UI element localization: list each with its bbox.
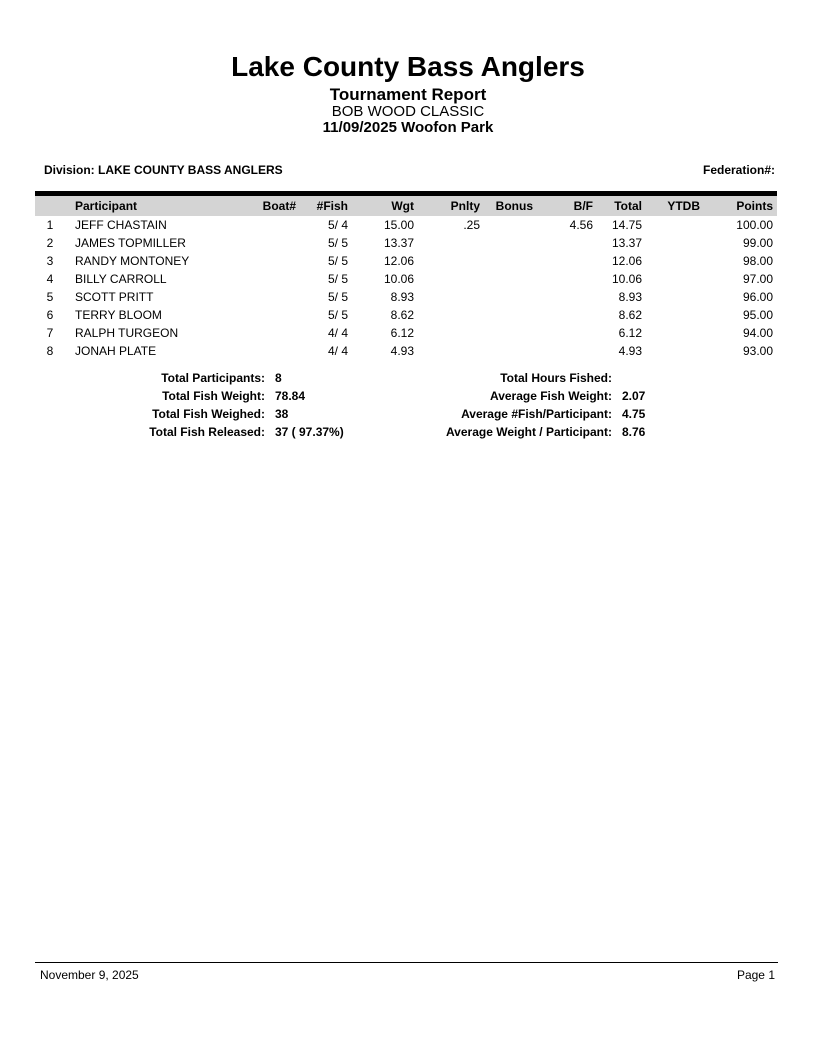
- table-cell: 13.37: [611, 236, 642, 250]
- column-header: Pnlty: [418, 196, 484, 216]
- column-header: Participant: [65, 196, 250, 216]
- summary-left-label: Total Participants:: [161, 371, 265, 385]
- table-cell: [484, 252, 537, 270]
- table-cell: RALPH TURGEON: [75, 326, 179, 340]
- table-cell: [418, 252, 484, 270]
- table-cell: [537, 342, 597, 360]
- summary-right-label: Average #Fish/Participant:: [461, 407, 612, 421]
- table-cell: 93.00: [742, 344, 773, 358]
- table-cell: [418, 342, 484, 360]
- footer-divider: [35, 962, 778, 963]
- results-table-body: [35, 216, 777, 360]
- table-cell: 94.00: [742, 326, 773, 340]
- table-header-row: [35, 196, 777, 216]
- summary-left-value: 78.84: [275, 389, 306, 403]
- summary-right-value: 4.75: [622, 407, 646, 421]
- table-cell: [250, 288, 300, 306]
- table-cell: BILLY CARROLL: [75, 272, 167, 286]
- table-cell: JONAH PLATE: [75, 344, 157, 358]
- table-cell: [537, 252, 597, 270]
- summary-left-value: 38: [275, 407, 289, 421]
- column-header: Boat#: [250, 196, 300, 216]
- table-cell: [646, 324, 704, 342]
- table-cell: 8.62: [618, 308, 642, 322]
- table-cell: 8.62: [390, 308, 414, 322]
- summary-left-value: 8: [275, 371, 282, 385]
- table-cell: 6.12: [618, 326, 642, 340]
- table-row: [35, 288, 777, 306]
- table-cell: [646, 252, 704, 270]
- table-cell: 13.37: [383, 236, 414, 250]
- table-cell: 1: [46, 218, 54, 232]
- event-date-venue: 11/09/2025 Woofon Park: [322, 119, 494, 136]
- table-row: [35, 252, 777, 270]
- column-header: Wgt: [352, 196, 418, 216]
- table-cell: 4/ 4: [327, 344, 348, 358]
- summary-left-label: Total Fish Released:: [149, 425, 265, 439]
- table-cell: 8.93: [618, 290, 642, 304]
- table-cell: TERRY BLOOM: [75, 308, 162, 322]
- table-cell: [537, 306, 597, 324]
- table-cell: 6.12: [390, 326, 414, 340]
- table-cell: 95.00: [742, 308, 773, 322]
- table-cell: 4: [46, 272, 54, 286]
- footer-date: November 9, 2025: [40, 968, 139, 982]
- table-cell: 97.00: [742, 272, 773, 286]
- table-cell: [250, 252, 300, 270]
- table-cell: 12.06: [383, 254, 414, 268]
- table-cell: 4.93: [390, 344, 414, 358]
- table-cell: [646, 306, 704, 324]
- table-cell: [537, 234, 597, 252]
- event-name: BOB WOOD CLASSIC: [331, 103, 485, 120]
- table-cell: 4.56: [569, 218, 593, 232]
- table-cell: [250, 342, 300, 360]
- table-cell: 5/ 5: [327, 290, 348, 304]
- summary-right-value: [612, 372, 762, 385]
- table-cell: 6: [46, 308, 54, 322]
- footer-page-number: Page 1: [736, 968, 775, 982]
- table-cell: [418, 306, 484, 324]
- table-cell: [418, 234, 484, 252]
- table-cell: 15.00: [383, 218, 414, 232]
- table-cell: 99.00: [742, 236, 773, 250]
- column-header: B/F: [537, 196, 597, 216]
- results-table-wrap: [35, 191, 777, 360]
- table-cell: [646, 342, 704, 360]
- table-cell: [484, 342, 537, 360]
- table-cell: 2: [46, 236, 54, 250]
- column-header: Bonus: [484, 196, 537, 216]
- table-cell: 4/ 4: [327, 326, 348, 340]
- table-cell: 5/ 4: [327, 218, 348, 232]
- summary-left-value: 37 ( 97.37%): [275, 425, 344, 439]
- table-cell: [646, 234, 704, 252]
- table-cell: [537, 324, 597, 342]
- table-row: [35, 324, 777, 342]
- table-cell: [537, 270, 597, 288]
- table-cell: 5/ 5: [327, 254, 348, 268]
- table-cell: [250, 216, 300, 234]
- table-cell: RANDY MONTONEY: [75, 254, 190, 268]
- table-cell: [250, 306, 300, 324]
- table-cell: [646, 288, 704, 306]
- table-cell: [484, 216, 537, 234]
- summary-right-label: Average Weight / Participant:: [445, 425, 612, 439]
- table-cell: 5/ 5: [327, 272, 348, 286]
- column-header: YTDB: [646, 196, 704, 216]
- table-cell: [418, 324, 484, 342]
- table-cell: [484, 234, 537, 252]
- table-cell: 8.93: [390, 290, 414, 304]
- column-header: Points: [704, 196, 777, 216]
- column-header: Total: [597, 196, 646, 216]
- report-type: Tournament Report: [329, 85, 487, 104]
- report-header: [0, 0, 816, 136]
- table-row: [35, 270, 777, 288]
- summary-right-label: Average Fish Weight:: [489, 389, 612, 403]
- summary-right-value: 8.76: [622, 425, 646, 439]
- table-row: [35, 342, 777, 360]
- division-row: [44, 163, 775, 177]
- table-cell: JAMES TOPMILLER: [75, 236, 186, 250]
- table-cell: [250, 234, 300, 252]
- table-cell: 14.75: [611, 218, 642, 232]
- page-title: Lake County Bass Anglers: [231, 51, 585, 82]
- table-row: [35, 306, 777, 324]
- table-cell: 100.00: [736, 218, 773, 232]
- table-cell: [484, 324, 537, 342]
- division-label: Division: LAKE COUNTY BASS ANGLERS: [44, 163, 283, 177]
- table-cell: 5/ 5: [327, 236, 348, 250]
- summary-right-value: 2.07: [622, 389, 646, 403]
- table-cell: 3: [46, 254, 54, 268]
- summary-grid: [60, 372, 816, 439]
- table-cell: 10.06: [611, 272, 642, 286]
- table-cell: 96.00: [742, 290, 773, 304]
- table-cell: [484, 306, 537, 324]
- table-cell: 98.00: [742, 254, 773, 268]
- table-cell: 10.06: [383, 272, 414, 286]
- table-cell: 5: [46, 290, 54, 304]
- table-cell: [250, 270, 300, 288]
- table-cell: [646, 270, 704, 288]
- results-table: [35, 196, 777, 360]
- column-header: #Fish: [300, 196, 352, 216]
- table-cell: [646, 216, 704, 234]
- table-cell: 5/ 5: [327, 308, 348, 322]
- summary-left-label: Total Fish Weight:: [162, 389, 265, 403]
- table-row: [35, 216, 777, 234]
- table-cell: [484, 288, 537, 306]
- table-cell: [418, 288, 484, 306]
- table-cell: 12.06: [611, 254, 642, 268]
- footer: [40, 969, 775, 982]
- table-cell: 8: [46, 344, 54, 358]
- table-row: [35, 234, 777, 252]
- table-cell: SCOTT PRITT: [75, 290, 154, 304]
- table-cell: [537, 288, 597, 306]
- table-cell: JEFF CHASTAIN: [75, 218, 167, 232]
- summary-right-label: Total Hours Fished:: [500, 371, 612, 385]
- table-cell: .25: [463, 218, 480, 232]
- table-cell: 4.93: [618, 344, 642, 358]
- column-header: [35, 196, 65, 216]
- federation-label: Federation#:: [702, 163, 775, 177]
- table-cell: [250, 324, 300, 342]
- table-cell: [484, 270, 537, 288]
- summary-left-label: Total Fish Weighed:: [152, 407, 265, 421]
- table-cell: 7: [46, 326, 54, 340]
- table-cell: [418, 270, 484, 288]
